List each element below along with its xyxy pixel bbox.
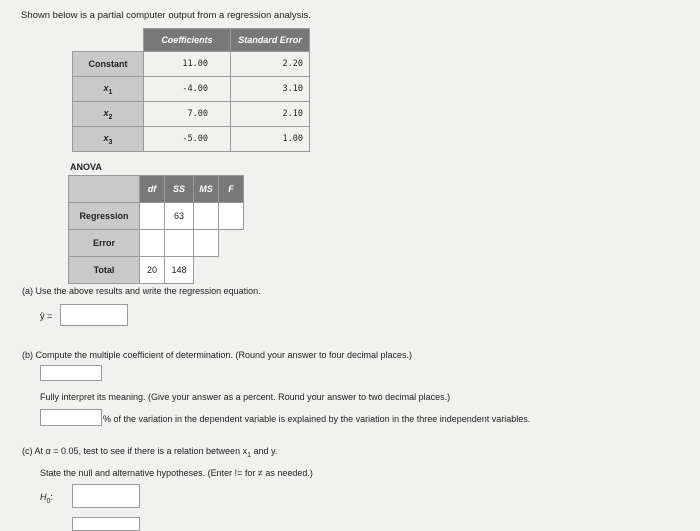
row-label-x3: $x_3$ (73, 127, 144, 152)
table-row (69, 230, 244, 257)
header-ms: MS (194, 176, 219, 203)
f-total-blank (219, 257, 244, 284)
f-error-blank (219, 230, 244, 257)
df-regression-input[interactable] (140, 203, 165, 230)
r-squared-input[interactable] (40, 365, 102, 381)
ms-total-blank (194, 257, 219, 284)
interpret-text: Fully interpret its meaning. (Give your answer as a percent. Round your answer to two decimal places.) (40, 392, 451, 402)
ss-regression: 63 (165, 203, 194, 230)
percent-input[interactable] (40, 409, 102, 426)
table-row (73, 77, 310, 102)
header-coefficients: Coefficients (144, 29, 231, 52)
intro-text: Shown below is a partial computer output from a regression analysis. (21, 10, 311, 21)
coefficients-table (72, 28, 310, 152)
table-row (73, 52, 310, 77)
se-x1: 3.10 (231, 77, 310, 102)
f-regression-input[interactable] (219, 203, 244, 230)
anova-label: ANOVA (70, 162, 102, 172)
header-f: F (219, 176, 244, 203)
table-row (73, 102, 310, 127)
row-label-regression: Regression (69, 203, 140, 230)
header-standard-error: Standard Error (231, 29, 310, 52)
row-label-error: Error (69, 230, 140, 257)
part-b-question: (b) Compute the multiple coefficient of determination. (Round your answer to four decimal places.) (22, 350, 413, 360)
coef-x1: -4.00 (144, 77, 231, 102)
row-label-constant: Constant (73, 52, 144, 77)
h0-label: $H_0$: (40, 492, 53, 505)
se-constant: 2.20 (231, 52, 310, 77)
header-df: df (140, 176, 165, 203)
df-total: 20 (140, 257, 165, 284)
null-hypothesis-input[interactable] (72, 484, 140, 508)
part-c-question: (c) At α = 0.05, test to see if there is a relation between $x_1$ and y. (22, 446, 278, 459)
ms-error-input[interactable] (194, 230, 219, 257)
row-label-x1: $x_1$ (73, 77, 144, 102)
hypotheses-instruction: State the null and alternative hypotheses. (Enter != for ≠ as needed.) (40, 468, 313, 478)
ss-total: 148 (165, 257, 194, 284)
ss-error-input[interactable] (165, 230, 194, 257)
percent-explanation: % of the variation in the dependent variable is explained by the variation in the three independent variables. (103, 414, 531, 424)
coef-x3: -5.00 (144, 127, 231, 152)
part-a-question: (a) Use the above results and write the regression equation. (22, 286, 261, 296)
row-label-x2: $x_2$ (73, 102, 144, 127)
anova-table (68, 175, 244, 284)
se-x3: 1.00 (231, 127, 310, 152)
coef-x2: 7.00 (144, 102, 231, 127)
table-row (69, 257, 244, 284)
df-error-input[interactable] (140, 230, 165, 257)
table-row (73, 127, 310, 152)
ms-regression-input[interactable] (194, 203, 219, 230)
se-x2: 2.10 (231, 102, 310, 127)
yhat-label: ŷ = (40, 311, 53, 321)
regression-equation-input[interactable] (60, 304, 128, 326)
coef-constant: 11.00 (144, 52, 231, 77)
header-ss: SS (165, 176, 194, 203)
alternative-hypothesis-input[interactable] (72, 517, 140, 531)
row-label-total: Total (69, 257, 140, 284)
table-row (69, 203, 244, 230)
